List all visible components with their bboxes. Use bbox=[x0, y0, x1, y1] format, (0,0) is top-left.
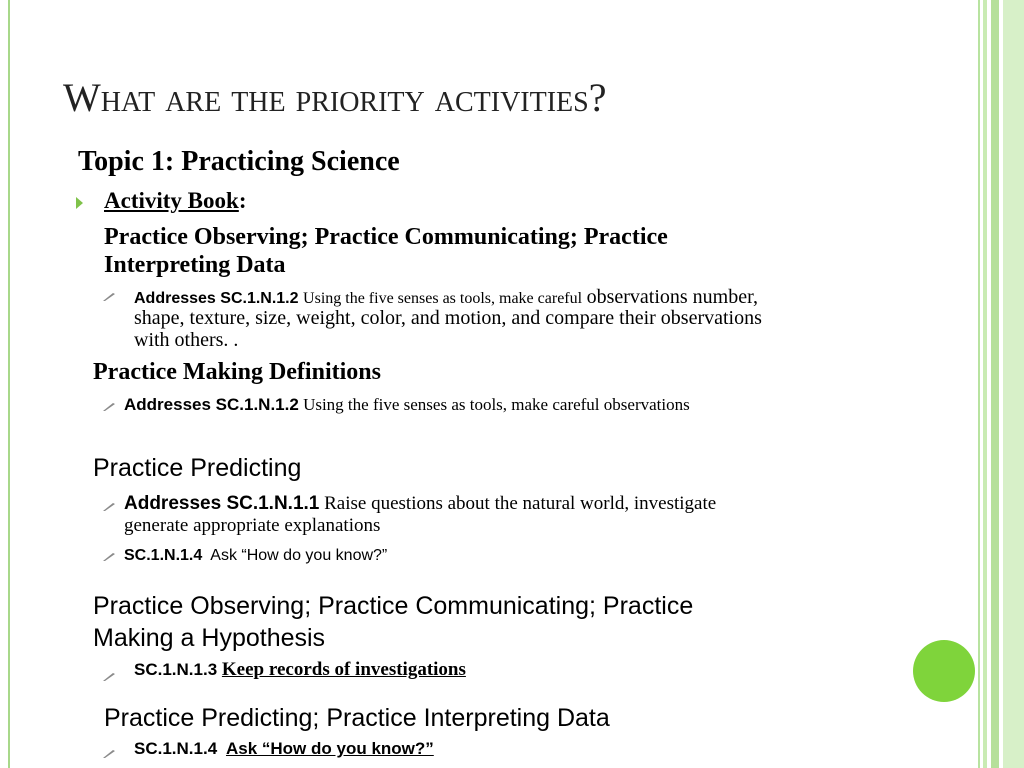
group1-item1-line2: shape, texture, size, weight, color, and motion, and compare their observations bbox=[134, 307, 762, 329]
group4-item1-code: SC.1.N.1.3 bbox=[134, 660, 218, 679]
quill-pen-icon bbox=[103, 673, 115, 681]
group4-heading-line1: Practice Observing; Practice Communicating; Practice bbox=[93, 592, 694, 620]
group2-heading: Practice Making Definitions bbox=[93, 359, 381, 385]
group1-item1-line3: with others. . bbox=[134, 329, 239, 351]
group2-item1-text: Using the five senses as tools, make careful observations bbox=[303, 395, 690, 414]
right-stripes-decoration bbox=[978, 0, 1024, 768]
group1-item1-text-large: observations number, bbox=[586, 286, 758, 308]
quill-pen-icon bbox=[103, 750, 115, 758]
group5-item1-code: SC.1.N.1.4 bbox=[134, 739, 218, 758]
group2-item1-code: Addresses SC.1.N.1.2 bbox=[124, 395, 299, 414]
group3-item1-code: Addresses SC.1.N.1.1 bbox=[124, 493, 320, 514]
group1-item1-code: Addresses SC.1.N.1.2 bbox=[134, 290, 299, 307]
group4-item1 bbox=[134, 659, 466, 681]
activity-book-colon: : bbox=[238, 188, 247, 213]
group1-item1-line1 bbox=[134, 286, 758, 309]
activity-book-label: Activity Book bbox=[104, 188, 239, 213]
group5-heading: Practice Predicting; Practice Interpreting Data bbox=[104, 704, 610, 732]
quill-pen-icon bbox=[103, 403, 115, 411]
group3-item1-line1 bbox=[124, 493, 716, 515]
slide-title: What are the priority activities? bbox=[63, 75, 607, 120]
group1-item1-text: Using the five senses as tools, make careful bbox=[303, 290, 583, 307]
quill-pen-icon bbox=[103, 503, 115, 511]
chevron-arrow-icon bbox=[76, 197, 83, 209]
group2-item1 bbox=[124, 395, 690, 415]
group3-item2-code: SC.1.N.1.4 bbox=[124, 547, 203, 564]
group4-item1-text: Keep records of investigations bbox=[221, 659, 466, 680]
left-rule bbox=[8, 0, 10, 768]
group3-item2 bbox=[124, 547, 387, 565]
activity-book-heading bbox=[104, 188, 246, 214]
group3-item1-line2: generate appropriate explanations bbox=[124, 515, 381, 536]
quill-pen-icon bbox=[103, 293, 115, 301]
group5-item1-text: Ask “How do you know?” bbox=[225, 739, 434, 758]
group1-heading-line2: Interpreting Data bbox=[104, 252, 286, 278]
group1-heading-line1: Practice Observing; Practice Communicating; Practice bbox=[104, 224, 668, 250]
group4-heading-line2: Making a Hypothesis bbox=[93, 624, 326, 652]
group3-heading: Practice Predicting bbox=[93, 454, 302, 482]
group3-item1-text: Raise questions about the natural world, investigate bbox=[324, 493, 717, 514]
quill-pen-icon bbox=[103, 553, 115, 561]
group5-item1 bbox=[134, 739, 434, 759]
green-circle-decoration bbox=[913, 640, 975, 702]
group3-item2-text: Ask “How do you know?” bbox=[210, 547, 388, 564]
topic-heading: Topic 1: Practicing Science bbox=[78, 146, 400, 177]
